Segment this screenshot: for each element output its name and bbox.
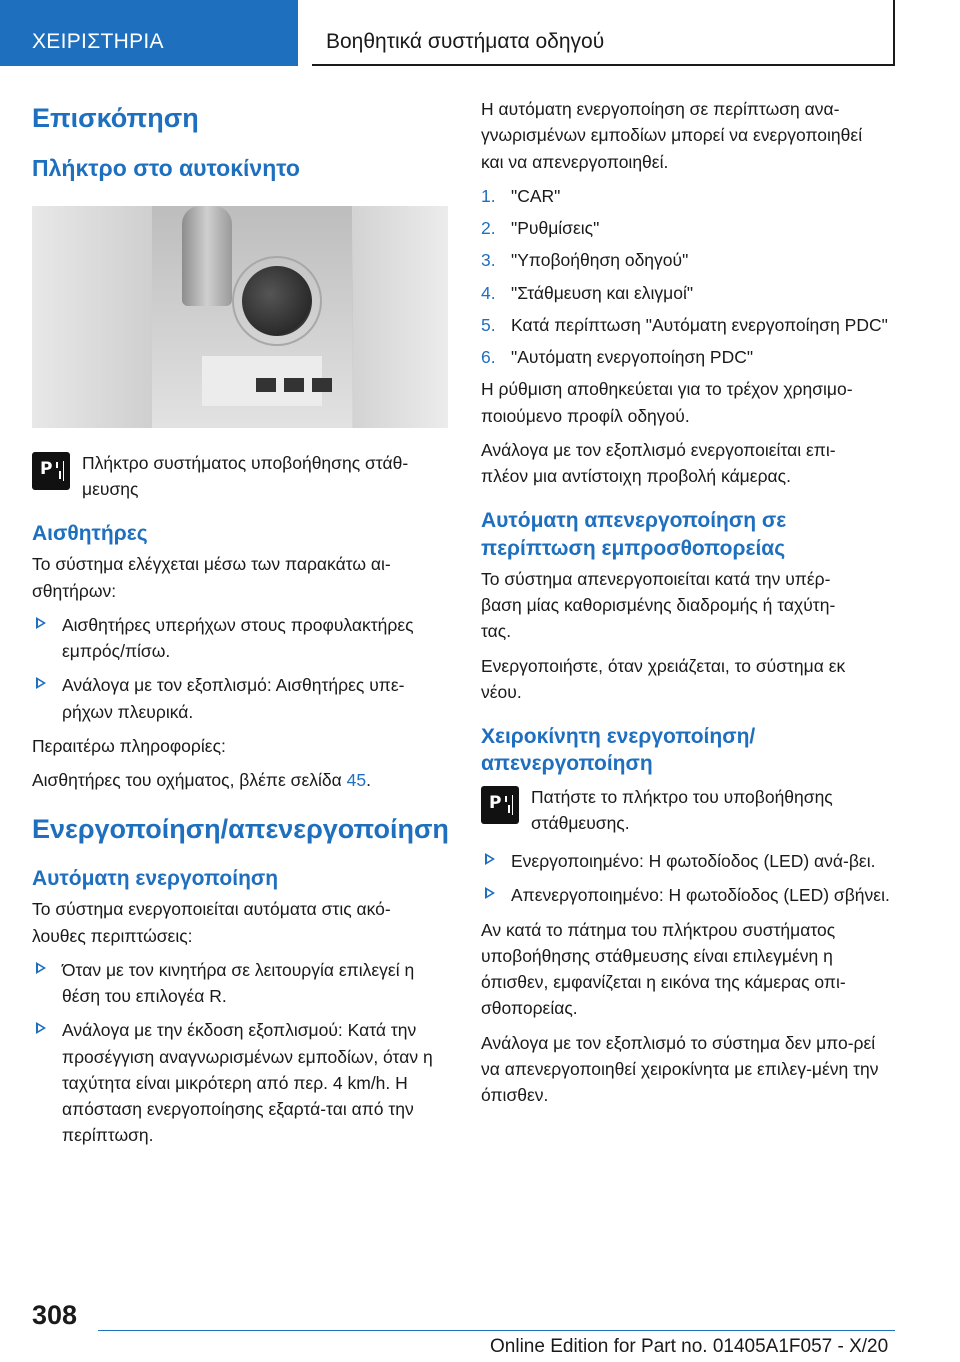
manual-button-caption: Πατήστε το πλήκτρο του υποβοήθησης στάθμευσης. (531, 786, 833, 833)
list-item: Απενεργοποιημένο: Η φωτοδίοδος (LED) σβήνει. (481, 882, 891, 908)
triangle-bullet-icon (36, 617, 46, 629)
settings-steps (481, 183, 891, 371)
camera-note: Ανάλογα με τον εξοπλισμό ενεργοποιείται επι‐ πλέον μια αντίστοιχη προβολή κάμερας. (481, 439, 836, 486)
pdc-button-caption: Πλήκτρο συστήματος υποβοήθησης στάθ‐ μευσης (82, 452, 409, 499)
heading-overview: Επισκόπηση (32, 103, 199, 133)
list-item: Όταν με τον κινητήρα σε λειτουργία επιλεγεί η θέση του επιλογέα R. (32, 957, 452, 1010)
list-item: Ανάλογα με την έκδοση εξοπλισμού: Κατά την προσέγγιση αναγνωρισμένων εμποδίων, όταν η ταχύτητα είναι μικρότερη από περ. 4 km/h. Η απόσταση ενεργοποίησης εξαρτά‐ται από την περίπτωση. (32, 1017, 452, 1148)
heading-manual-activation: Χειροκίνητη ενεργοποίηση/ απενεργοποίηση (481, 725, 756, 776)
edition-text: Online Edition for Part no. 01405A1F057 - X/20 (490, 1336, 889, 1357)
heading-activation: Ενεργοποίηση/απενεργοποίηση (32, 814, 449, 845)
gear-selector-image (182, 206, 232, 306)
triangle-bullet-icon (485, 853, 495, 865)
step-item: 6. "Αυτόματη ενεργοποίηση PDC" (481, 347, 754, 367)
auto-activation-intro: Η αυτόματη ενεργοποίηση σε περίπτωση ανα‐ γνωρισμένων εμποδίων μπορεί να ενεργοποιηθεί και να απενεργοποιηθεί. (481, 99, 863, 172)
heading-auto-activation: Αυτόματη ενεργοποίηση (32, 867, 279, 891)
step-item: 4. "Στάθμευση και ελιγμοί" (481, 282, 694, 303)
forward-deactivation-text: Το σύστημα απενεργοποιείται κατά την υπέρ‐ βαση μίας καθορισμένης διαδρομής ή ταχύτη‐ τας. (481, 568, 836, 642)
sensors-list (32, 612, 452, 725)
page-link-45[interactable]: 45 (346, 770, 367, 791)
heading-forward-deactivation: Αυτόματη απενεργοποίηση σε περίπτωση εμπροσθοπορείας (481, 509, 787, 560)
page-header (0, 0, 960, 66)
pdc-button-caption-row (32, 450, 452, 503)
list-item: Αισθητήρες υπερήχων στους προφυλακτήρες εμπρός/πίσω. (32, 612, 452, 665)
section-tab: ΧΕΙΡΙΣΤΗΡΙΑ (0, 0, 298, 66)
more-info-label: Περαιτέρω πληροφορίες: (32, 735, 226, 756)
profile-note: Η ρύθμιση αποθηκεύεται για το τρέχον χρησιμο‐ ποιούμενο προφίλ οδηγού. (481, 379, 853, 426)
parking-assist-button-icon: P (32, 452, 70, 490)
manual-deactivation-note: Ανάλογα με τον εξοπλισμό το σύστημα δεν μπο‐ρεί να απενεργοποιηθεί χειροκίνητα με επιλεγ‐μένη την όπισθεν. (481, 1032, 879, 1106)
reverse-gear-note: Αν κατά το πάτημα του πλήκτρου συστήματος υποβοήθησης στάθμευσης είναι επιλεγμένη η όπισθεν, εμφανίζεται η εικόνα της κάμερας οπι‐σθοπορείας. (481, 919, 846, 1019)
left-column (32, 96, 452, 1157)
list-item: Ενεργοποιημένο: Η φωτοδίοδος (LED) ανά‐βει. (481, 848, 891, 874)
heading-button-in-car: Πλήκτρο στο αυτοκίνητο (32, 154, 300, 181)
right-column (481, 96, 891, 1116)
step-item: 3. "Υποβοήθηση οδηγού" (481, 250, 689, 271)
reactivate-text: Ενεργοποιήστε, όταν χρειάζεται, το σύστημα εκ νέου. (481, 655, 846, 702)
triangle-bullet-icon (485, 887, 495, 899)
led-status-list (481, 848, 891, 909)
parking-assist-button-icon: P (481, 786, 519, 824)
step-item: 5. Κατά περίπτωση "Αυτόματη ενεργοποίηση PDC" (481, 314, 888, 335)
center-console-photo (32, 206, 448, 428)
footer-divider (98, 1330, 895, 1331)
triangle-bullet-icon (36, 962, 46, 974)
chapter-title: Βοηθητικά συστήματα οδηγού (312, 0, 895, 66)
step-item: 1. "CAR" (481, 185, 561, 206)
auto-activation-list (32, 957, 452, 1149)
sensors-intro: Το σύστημα ελέγχεται μέσω των παρακάτω αι‐ σθητήρων: (32, 554, 391, 601)
triangle-bullet-icon (36, 677, 46, 689)
list-item: Ανάλογα με τον εξοπλισμό: Αισθητήρες υπε‐ρήχων πλευρικά. (32, 672, 452, 725)
heading-sensors: Αισθητήρες (32, 522, 148, 546)
page-number: 308 (32, 1300, 78, 1330)
step-item: 2. "Ρυθμίσεις" (481, 218, 600, 238)
controller-knob-image (242, 266, 312, 336)
manual-button-caption-row (481, 784, 891, 837)
auto-intro: Το σύστημα ενεργοποιείται αυτόματα στις ακό‐ λουθες περιπτώσεις: (32, 899, 391, 946)
sensor-reference: Αισθητήρες του οχήματος, βλέπε σελίδα 45. (32, 770, 371, 791)
triangle-bullet-icon (36, 1022, 46, 1034)
